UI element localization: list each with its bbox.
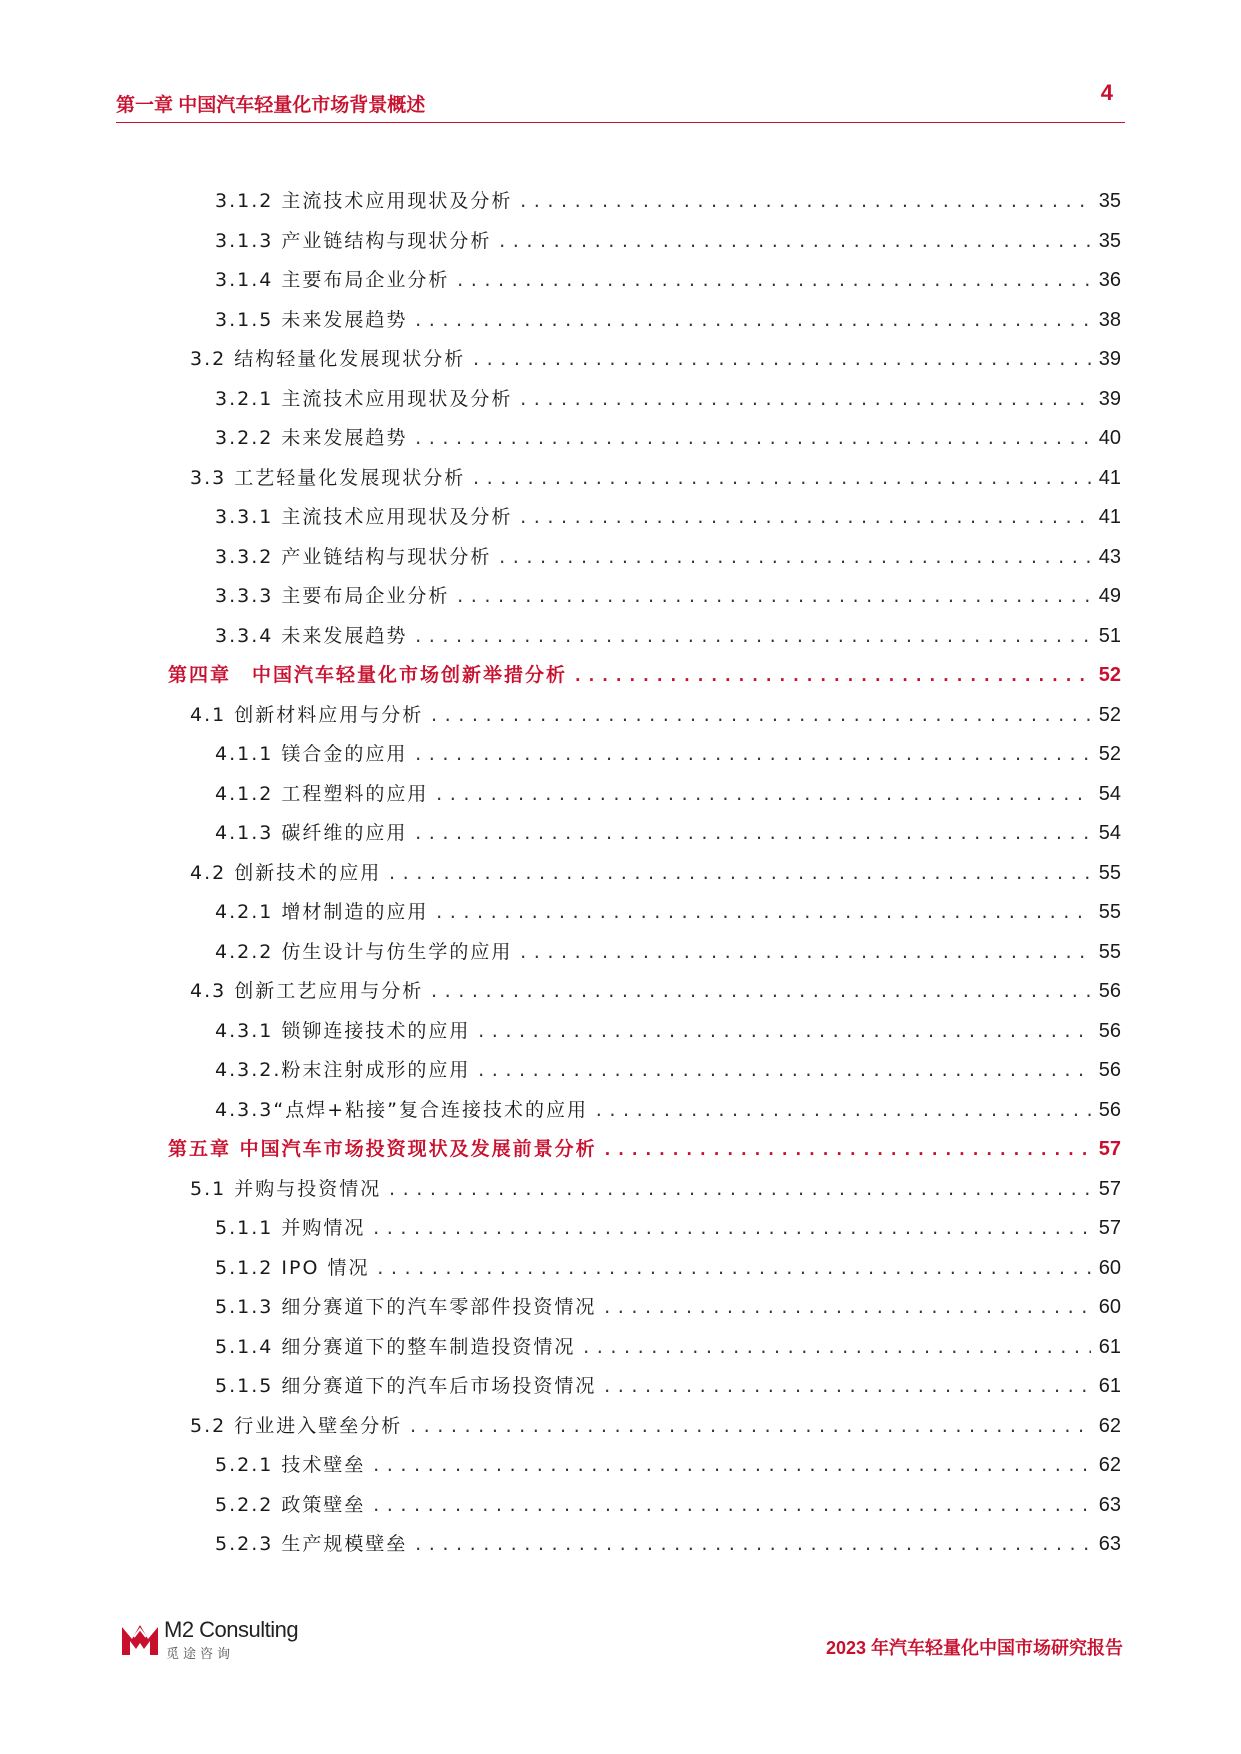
toc-entry[interactable] xyxy=(215,937,1121,967)
toc-entry[interactable] xyxy=(190,1174,1121,1204)
toc-dot-leader xyxy=(387,864,1090,883)
toc-dot-leader xyxy=(413,627,1090,646)
toc-entry[interactable] xyxy=(215,818,1121,848)
toc-entry[interactable] xyxy=(190,700,1121,730)
toc-entry[interactable] xyxy=(215,779,1121,809)
toc-entry-title: 4.1 创新材料应用与分析 xyxy=(190,703,424,726)
toc-entry-title: 5.1.3 细分赛道下的汽车零部件投资情况 xyxy=(215,1296,597,1318)
toc-dot-leader xyxy=(375,1259,1090,1278)
toc-entry[interactable] xyxy=(215,739,1121,769)
toc-entry-title: 5.1.4 细分赛道下的整车制造投资情况 xyxy=(215,1335,576,1358)
toc-entry-page: 62 xyxy=(1098,1414,1121,1437)
toc-entry-page: 52 xyxy=(1098,743,1121,765)
toc-entry[interactable] xyxy=(190,858,1121,888)
toc-entry[interactable] xyxy=(215,1490,1121,1520)
toc-entry-page: 51 xyxy=(1098,624,1121,647)
toc-dot-leader xyxy=(518,943,1090,962)
toc-dot-leader xyxy=(413,824,1090,843)
toc-entry-title: 3.3.3 主要布局企业分析 xyxy=(215,585,450,607)
toc-entry-title: 5.1.2 IPO 情况 xyxy=(215,1256,370,1279)
toc-entry-title: 3.2.2 未来发展趋势 xyxy=(215,427,408,449)
toc-entry[interactable] xyxy=(215,581,1121,611)
toc-entry-page: 43 xyxy=(1098,545,1121,568)
toc-entry-page: 57 xyxy=(1098,1138,1121,1160)
toc-entry[interactable] xyxy=(215,1332,1121,1362)
toc-entry-page: 39 xyxy=(1098,348,1121,370)
toc-dot-leader xyxy=(476,1022,1090,1041)
toc-dot-leader xyxy=(602,1377,1090,1396)
toc-dot-leader xyxy=(518,192,1090,211)
toc-dot-leader xyxy=(471,469,1090,488)
toc-entry[interactable] xyxy=(215,186,1121,216)
toc-entry-page: 57 xyxy=(1098,1177,1121,1200)
toc-entry-page: 54 xyxy=(1098,822,1121,844)
toc-entry[interactable] xyxy=(215,1213,1121,1243)
toc-entry-page: 52 xyxy=(1098,703,1121,726)
toc-entry-page: 38 xyxy=(1098,308,1121,331)
toc-entry[interactable] xyxy=(215,384,1121,414)
toc-entry-page: 55 xyxy=(1098,901,1121,923)
toc-entry-page: 62 xyxy=(1098,1454,1121,1476)
toc-chapter-entry[interactable] xyxy=(168,1134,1121,1164)
toc-dot-leader xyxy=(603,1140,1091,1159)
toc-dot-leader xyxy=(518,508,1090,527)
toc-dot-leader xyxy=(573,666,1091,685)
toc-entry-page: 61 xyxy=(1098,1335,1121,1358)
toc-entry-page: 41 xyxy=(1098,466,1121,489)
toc-entry-page: 40 xyxy=(1098,427,1121,449)
toc-dot-leader xyxy=(371,1496,1090,1515)
toc-entry-title: 4.2 创新技术的应用 xyxy=(190,861,382,884)
toc-entry[interactable] xyxy=(190,344,1121,374)
toc-entry[interactable] xyxy=(215,305,1121,335)
toc-entry-page: 36 xyxy=(1098,269,1121,291)
toc-entry-page: 56 xyxy=(1098,980,1121,1002)
toc-entry-page: 55 xyxy=(1098,940,1121,963)
toc-entry-page: 41 xyxy=(1098,506,1121,528)
logo-name: M2 Consulting xyxy=(164,1617,299,1642)
toc-entry[interactable] xyxy=(190,463,1121,493)
toc-entry-title: 3.1.3 产业链结构与现状分析 xyxy=(215,229,492,252)
toc-entry-page: 35 xyxy=(1098,229,1121,252)
toc-entry[interactable] xyxy=(215,1371,1121,1401)
toc-entry[interactable] xyxy=(215,226,1121,256)
toc-entry-title: 4.3 创新工艺应用与分析 xyxy=(190,980,424,1002)
toc-entry-title: 3.1.2 主流技术应用现状及分析 xyxy=(215,190,513,212)
toc-dot-leader xyxy=(434,903,1090,922)
toc-dot-leader xyxy=(581,1338,1090,1357)
toc-entry-page: 61 xyxy=(1098,1375,1121,1397)
toc-entry-page: 56 xyxy=(1098,1059,1121,1081)
company-logo xyxy=(120,1617,320,1661)
toc-entry-title: 4.1.1 镁合金的应用 xyxy=(215,743,408,765)
toc-entry-page: 52 xyxy=(1098,664,1121,686)
toc-dot-leader xyxy=(455,587,1090,606)
toc-dot-leader xyxy=(602,1298,1090,1317)
chapter-title: 第一章 中国汽车轻量化市场背景概述 xyxy=(116,95,426,116)
toc-entry-page: 35 xyxy=(1098,190,1121,212)
toc-entry-title: 3.3.2 产业链结构与现状分析 xyxy=(215,545,492,568)
toc-entry[interactable] xyxy=(215,265,1121,295)
toc-entry-title: 3.2 结构轻量化发展现状分析 xyxy=(190,348,466,370)
toc-entry-title: 5.1.1 并购情况 xyxy=(215,1217,366,1239)
toc-entry-title: 5.2 行业进入壁垒分析 xyxy=(190,1414,403,1437)
toc-dot-leader xyxy=(594,1101,1091,1120)
toc-entry-title: 4.2.1 增材制造的应用 xyxy=(215,901,429,923)
toc-dot-leader xyxy=(413,429,1090,448)
toc-dot-leader xyxy=(476,1061,1090,1080)
toc-dot-leader xyxy=(455,271,1090,290)
m2-logo-icon xyxy=(120,1619,160,1659)
toc-dot-leader xyxy=(413,311,1090,330)
toc-entry-page: 56 xyxy=(1098,1098,1121,1121)
toc-entry[interactable] xyxy=(215,1450,1121,1480)
logo-subtitle: 觅途咨询 xyxy=(166,1647,235,1662)
toc-entry-title: 3.2.1 主流技术应用现状及分析 xyxy=(215,387,513,410)
toc-entry-title: 3.1.4 主要布局企业分析 xyxy=(215,269,450,291)
toc-entry[interactable] xyxy=(215,621,1121,651)
toc-entry-title: 5.1.5 细分赛道下的汽车后市场投资情况 xyxy=(215,1375,597,1397)
toc-entry-title: 5.1 并购与投资情况 xyxy=(190,1177,382,1200)
toc-dot-leader xyxy=(371,1219,1090,1238)
toc-entry-title: 4.3.2.粉末注射成形的应用 xyxy=(215,1059,471,1081)
toc-entry[interactable] xyxy=(215,423,1121,453)
toc-entry-title: 4.3.3“点焊+粘接”复合连接技术的应用 xyxy=(215,1098,588,1121)
toc-entry-page: 57 xyxy=(1098,1217,1121,1239)
toc-dot-leader xyxy=(497,232,1090,251)
toc-entry-title: 3.3.4 未来发展趋势 xyxy=(215,624,408,647)
toc-entry-page: 63 xyxy=(1098,1533,1121,1555)
toc-entry-page: 56 xyxy=(1098,1019,1121,1042)
toc-entry-title: 3.3 工艺轻量化发展现状分析 xyxy=(190,466,466,489)
toc-entry[interactable] xyxy=(190,976,1121,1006)
toc-dot-leader xyxy=(497,548,1090,567)
toc-entry[interactable] xyxy=(215,1055,1121,1085)
toc-dot-leader xyxy=(434,785,1090,804)
toc-entry-page: 60 xyxy=(1098,1256,1121,1279)
toc-dot-leader xyxy=(413,1535,1090,1554)
toc-entry-title: 3.1.5 未来发展趋势 xyxy=(215,308,408,331)
toc-dot-leader xyxy=(387,1180,1090,1199)
toc-entry[interactable] xyxy=(215,1095,1121,1125)
toc-entry-page: 49 xyxy=(1098,585,1121,607)
toc-entry-title: 5.2.3 生产规模壁垒 xyxy=(215,1533,408,1555)
toc-entry-title: 3.3.1 主流技术应用现状及分析 xyxy=(215,506,513,528)
toc-entry-title: 5.2.1 技术壁垒 xyxy=(215,1454,366,1476)
report-title: 2023 年汽车轻量化中国市场研究报告 xyxy=(825,1638,1123,1658)
toc-dot-leader xyxy=(429,706,1090,725)
toc-dot-leader xyxy=(429,982,1090,1001)
toc-entry[interactable] xyxy=(215,1529,1121,1559)
toc-dot-leader xyxy=(371,1456,1090,1475)
toc-entry-page: 39 xyxy=(1098,387,1121,410)
toc-dot-leader xyxy=(518,390,1090,409)
toc-entry-page: 60 xyxy=(1098,1296,1121,1318)
toc-entry[interactable] xyxy=(215,542,1121,572)
toc-entry[interactable] xyxy=(215,502,1121,532)
toc-entry-title: 第五章 中国汽车市场投资现状及发展前景分析 xyxy=(168,1138,597,1160)
toc-entry-page: 54 xyxy=(1098,782,1121,805)
toc-dot-leader xyxy=(408,1417,1090,1436)
toc-entry-title: 第四章 中国汽车轻量化市场创新举措分析 xyxy=(168,664,568,686)
toc-entry-page: 63 xyxy=(1098,1493,1121,1516)
toc-dot-leader xyxy=(413,745,1090,764)
toc-entry[interactable] xyxy=(215,897,1121,927)
toc-entry-page: 55 xyxy=(1098,861,1121,884)
toc-entry[interactable] xyxy=(215,1016,1121,1046)
toc-dot-leader xyxy=(471,350,1090,369)
page-number: 4 xyxy=(1100,80,1113,105)
page-header xyxy=(116,80,1125,123)
toc-entry-title: 4.1.2 工程塑料的应用 xyxy=(215,782,429,805)
toc-entry-title: 4.1.3 碳纤维的应用 xyxy=(215,822,408,844)
toc-entry[interactable] xyxy=(215,1292,1121,1322)
toc-entry-title: 4.3.1 锁铆连接技术的应用 xyxy=(215,1019,471,1042)
toc-entry[interactable] xyxy=(190,1411,1121,1441)
toc-entry-title: 5.2.2 政策壁垒 xyxy=(215,1493,366,1516)
toc-chapter-entry[interactable] xyxy=(168,660,1121,690)
toc-entry-title: 4.2.2 仿生设计与仿生学的应用 xyxy=(215,940,513,963)
toc-entry[interactable] xyxy=(215,1253,1121,1283)
